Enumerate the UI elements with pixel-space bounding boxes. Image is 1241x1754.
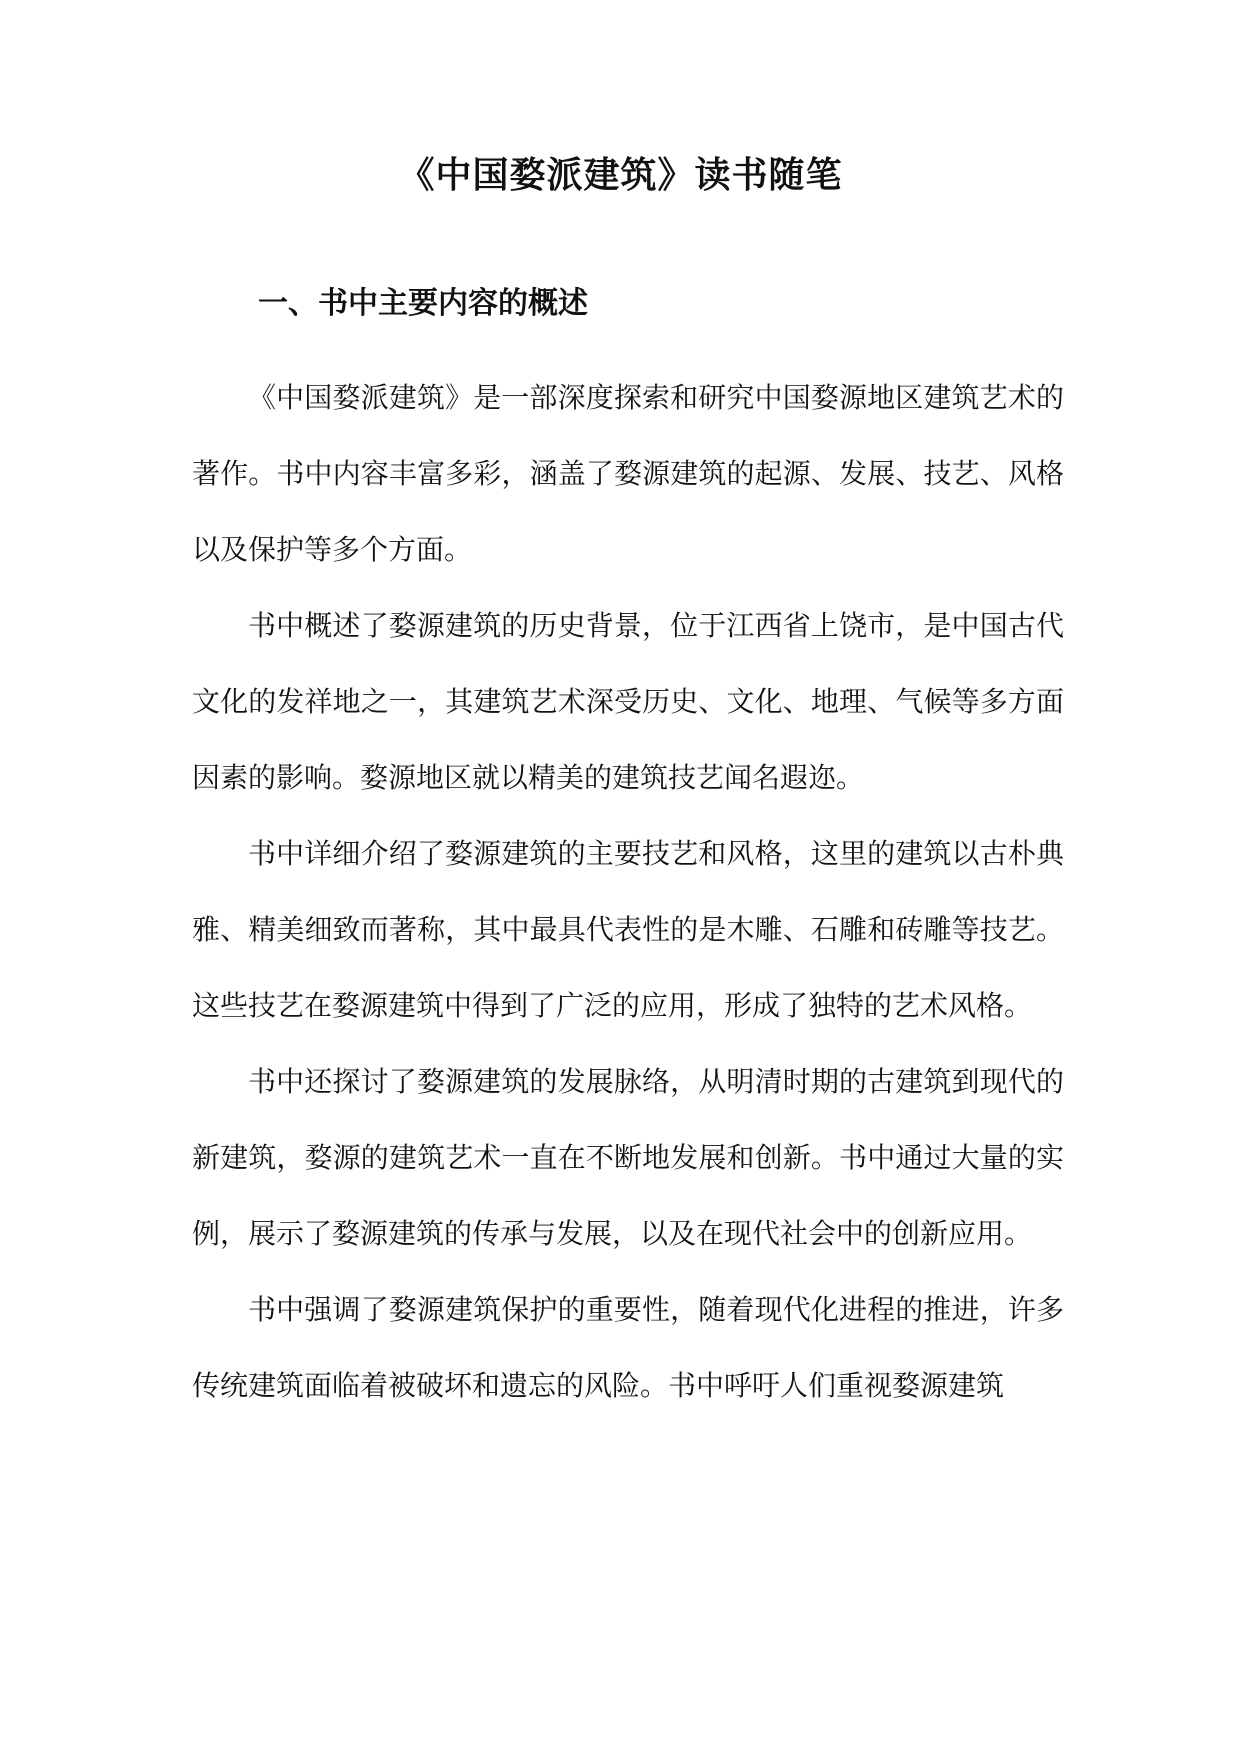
paragraph-3: 书中详细介绍了婺源建筑的主要技艺和风格，这里的建筑以古朴典雅、精美细致而著称，其中最具代表性的是木雕、石雕和砖雕等技艺。这些技艺在婺源建筑中得到了广泛的应用，形成了独特的艺术风格。 [192,837,1064,1022]
document-title: 《中国婺派建筑》读书随笔 [398,155,843,196]
paragraph-1: 《中国婺派建筑》是一部深度探索和研究中国婺源地区建筑艺术的著作。书中内容丰富多彩，涵盖了婺源建筑的起源、发展、技艺、风格以及保护等多个方面。 [192,381,1064,566]
section-heading: 一、书中主要内容的概述 [258,286,588,321]
paragraph-5: 书中强调了婺源建筑保护的重要性，随着现代化进程的推进，许多传统建筑面临着被破坏和遗忘的风险。书中呼吁人们重视婺源建筑 [192,1293,1064,1402]
document-body [192,360,1064,1424]
paragraph-2: 书中概述了婺源建筑的历史背景，位于江西省上饶市，是中国古代文化的发祥地之一，其建筑艺术深受历史、文化、地理、气候等多方面因素的影响。婺源地区就以精美的建筑技艺闻名遐迩。 [192,609,1064,794]
paragraph-4: 书中还探讨了婺源建筑的发展脉络，从明清时期的古建筑到现代的新建筑，婺源的建筑艺术一直在不断地发展和创新。书中通过大量的实例，展示了婺源建筑的传承与发展，以及在现代社会中的创新应用。 [192,1065,1064,1250]
